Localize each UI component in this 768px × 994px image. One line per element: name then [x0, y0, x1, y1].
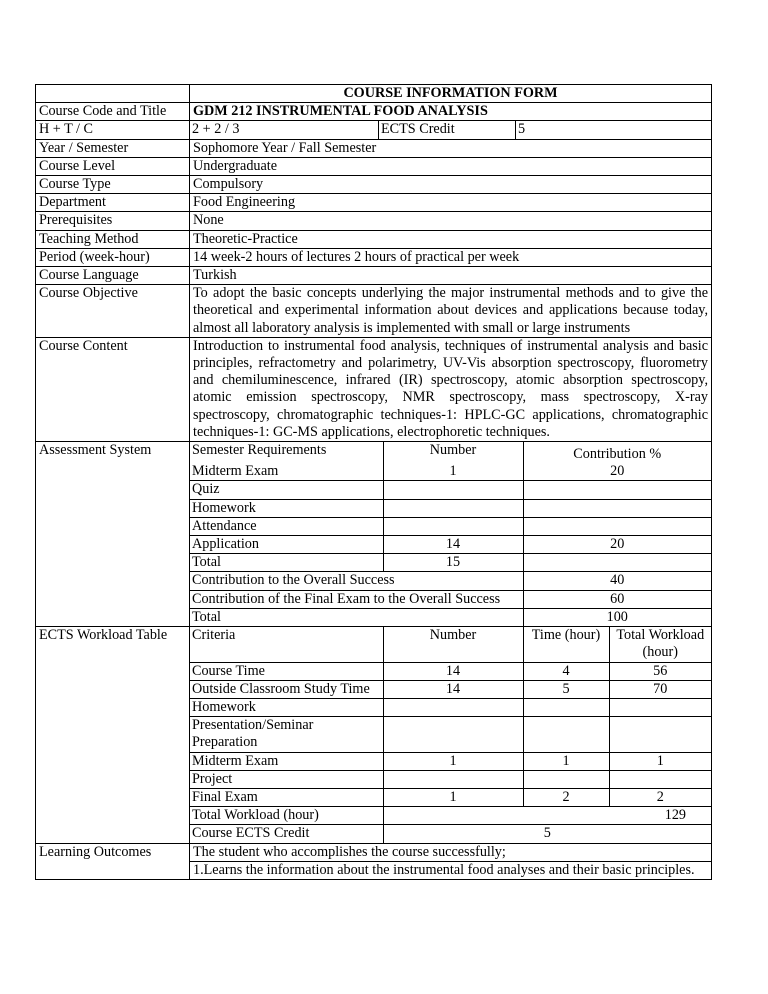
workload-item-time — [523, 698, 609, 716]
workload-item-total — [609, 717, 711, 752]
value-year: Sophomore Year / Fall Semester — [190, 139, 712, 157]
value-htc: 2 + 2 / 3 — [190, 121, 379, 138]
workload-item-name: Course Time — [190, 662, 383, 680]
value-period: 14 week-2 hours of lectures 2 hours of practical per week — [190, 248, 712, 266]
workload-item-name: Final Exam — [190, 788, 383, 806]
form-table — [35, 84, 712, 880]
value-language: Turkish — [190, 267, 712, 285]
course-information-form — [35, 84, 712, 880]
label-ects-credit: ECTS Credit — [379, 121, 516, 138]
workload-item-time: 1 — [523, 752, 609, 770]
assessment-item-contribution — [523, 517, 711, 535]
value-ects-credit: 5 — [516, 121, 712, 138]
value-content: Introduction to instrumental food analysis, techniques of instrumental analysis and basic principles, refractometry and polarimetry, UV-Vis absorption spectroscopy, fluorometry and chemiluminescence, infrared (IR) spectroscopy, atomic absorption spectroscopy, atomic emission spectroscopy, NMR spectroscopy, mass spectroscopy, X-ray spectroscopy, chromatographic techniques-1: HPLC-GC applications, chromatographic techniques-1: GC-MS applications, electrophoretic techniques. — [190, 337, 712, 441]
label-objective: Course Objective — [36, 285, 190, 338]
workload-item-number — [383, 717, 523, 752]
workload-item-time — [523, 770, 609, 788]
assessment-final-label: Contribution of the Final Exam to the Overall Success — [190, 590, 523, 608]
outcomes-item-1: 1.Learns the information about the instrumental food analyses and their basic principles. — [193, 861, 695, 878]
value-objective: To adopt the basic concepts underlying the major instrumental methods and to give the theoretical and experimental information about devices and applications because today, almost all laboratory analysis is implemented with small or large instruments — [190, 285, 712, 338]
workload-item-name: Homework — [190, 698, 383, 716]
assessment-overall-value: 40 — [523, 572, 711, 590]
label-teaching-method: Teaching Method — [36, 230, 190, 248]
assessment-item-number: 15 — [383, 554, 523, 572]
assessment-item-contribution: 20 — [523, 536, 711, 554]
assessment-item-name: Quiz — [190, 481, 383, 499]
workload-item-total — [609, 770, 711, 788]
assessment-item-contribution: 20 — [523, 463, 711, 481]
assessment-total-value: 100 — [523, 608, 711, 626]
assessment-item-contribution — [523, 499, 711, 517]
assessment-item-name: Attendance — [190, 517, 383, 535]
workload-table — [190, 627, 711, 842]
label-level: Course Level — [36, 157, 190, 175]
workload-item-number: 14 — [383, 662, 523, 680]
assessment-item-number — [383, 517, 523, 535]
assessment-item-contribution — [523, 554, 711, 572]
value-prerequisites: None — [190, 212, 712, 230]
workload-item-number: 14 — [383, 680, 523, 698]
assessment-header-number: Number — [383, 442, 523, 463]
value-teaching-method: Theoretic-Practice — [190, 230, 712, 248]
label-language: Course Language — [36, 267, 190, 285]
workload-item-total: 1 — [609, 752, 711, 770]
workload-item-total: 70 — [609, 680, 711, 698]
label-period: Period (week-hour) — [36, 248, 190, 266]
workload-ects-label: Course ECTS Credit — [190, 825, 383, 843]
assessment-item-number — [383, 481, 523, 499]
label-department: Department — [36, 194, 190, 212]
assessment-item-number — [383, 499, 523, 517]
assessment-total-label: Total — [190, 608, 523, 626]
workload-item-time: 4 — [523, 662, 609, 680]
assessment-item-contribution — [523, 481, 711, 499]
value-department: Food Engineering — [190, 194, 712, 212]
workload-item-time: 5 — [523, 680, 609, 698]
assessment-overall-label: Contribution to the Overall Success — [190, 572, 523, 590]
label-htc: H + T / C — [36, 121, 190, 139]
workload-item-total: 56 — [609, 662, 711, 680]
assessment-header-contribution: Contribution % — [523, 442, 711, 463]
label-outcomes: Learning Outcomes — [36, 843, 190, 879]
assessment-item-name: Application — [190, 536, 383, 554]
assessment-item-name: Total — [190, 554, 383, 572]
value-course-code: GDM 212 INSTRUMENTAL FOOD ANALYSIS — [190, 103, 712, 121]
workload-item-name: Project — [190, 770, 383, 788]
assessment-final-value: 60 — [523, 590, 711, 608]
label-content: Course Content — [36, 337, 190, 441]
workload-total-label: Total Workload (hour) — [190, 807, 383, 825]
workload-item-total — [609, 698, 711, 716]
workload-item-total: 2 — [609, 788, 711, 806]
workload-item-time: 2 — [523, 788, 609, 806]
label-assessment: Assessment System — [36, 442, 190, 627]
workload-item-name: Outside Classroom Study Time — [190, 680, 383, 698]
assessment-item-name: Homework — [190, 499, 383, 517]
workload-header-criteria: Criteria — [190, 627, 383, 662]
assessment-item-number: 14 — [383, 536, 523, 554]
workload-header-time: Time (hour) — [523, 627, 609, 662]
value-level: Undergraduate — [190, 157, 712, 175]
workload-item-name: Midterm Exam — [190, 752, 383, 770]
label-type: Course Type — [36, 176, 190, 194]
label-course-code: Course Code and Title — [36, 103, 190, 121]
assessment-item-number: 1 — [383, 463, 523, 481]
workload-item-number: 1 — [383, 788, 523, 806]
workload-item-number — [383, 698, 523, 716]
assessment-item-name: Midterm Exam — [190, 463, 383, 481]
workload-total-value: 129 — [383, 807, 711, 825]
workload-header-number: Number — [383, 627, 523, 662]
label-prerequisites: Prerequisites — [36, 212, 190, 230]
workload-header-total: Total Workload (hour) — [609, 627, 711, 662]
form-title: COURSE INFORMATION FORM — [190, 85, 712, 103]
workload-item-time — [523, 717, 609, 752]
workload-item-name: Presentation/Seminar Preparation — [190, 717, 383, 752]
workload-ects-value: 5 — [383, 825, 711, 843]
assessment-table — [190, 442, 711, 626]
label-workload: ECTS Workload Table — [36, 627, 190, 843]
assessment-header-req: Semester Requirements — [190, 442, 383, 463]
label-year: Year / Semester — [36, 139, 190, 157]
workload-item-number: 1 — [383, 752, 523, 770]
workload-item-number — [383, 770, 523, 788]
value-type: Compulsory — [190, 176, 712, 194]
outcomes-intro: The student who accomplishes the course successfully; — [190, 844, 711, 862]
